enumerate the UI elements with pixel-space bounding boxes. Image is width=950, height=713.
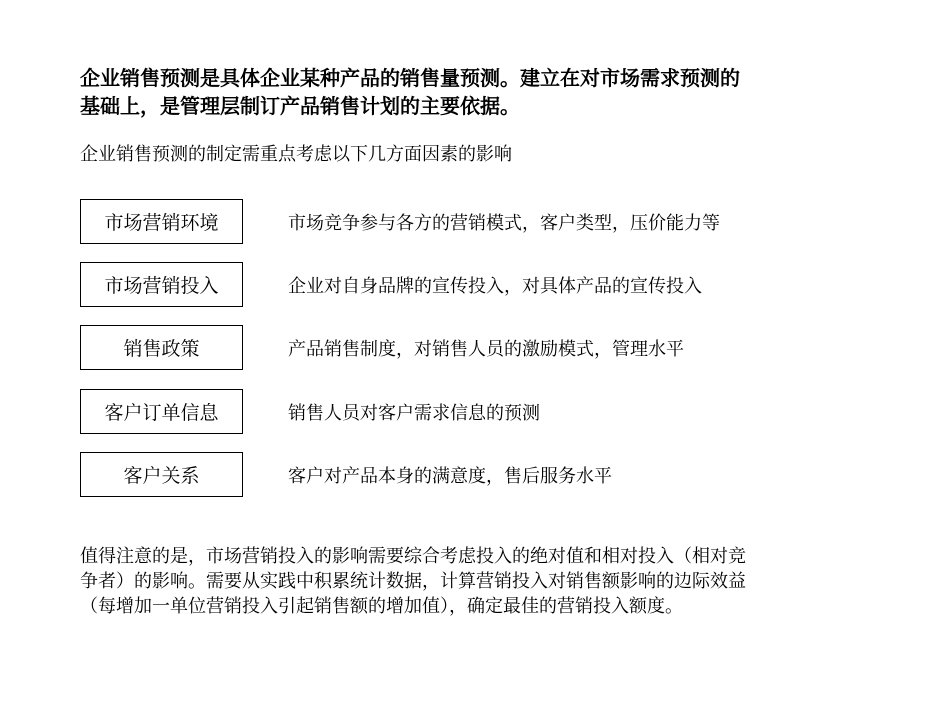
factor-row-marketing-investment — [80, 262, 880, 308]
factor-description: 市场竞争参与各方的营销模式，客户类型，压价能力等 — [288, 213, 720, 234]
factor-label-box: 销售政策 — [80, 325, 243, 370]
factor-row-sales-policy — [80, 325, 880, 371]
note-line: 争者）的影响。需要从实践中积累统计数据，计算营销投入对销售额影响的边际效益 — [80, 571, 746, 592]
factor-label-box: 市场营销投入 — [80, 262, 243, 307]
factor-description: 产品销售制度，对销售人员的激励模式，管理水平 — [288, 339, 684, 360]
note-paragraph — [80, 544, 880, 619]
factor-label-box: 市场营销环境 — [80, 199, 243, 244]
factor-description: 客户对产品本身的满意度，售后服务水平 — [288, 466, 612, 487]
factor-description: 销售人员对客户需求信息的预测 — [288, 403, 540, 424]
title-line: 基础上，是管理层制订产品销售计划的主要依据。 — [80, 94, 520, 118]
factor-label-box: 客户关系 — [80, 452, 243, 497]
subtitle: 企业销售预测的制定需重点考虑以下几方面因素的影响 — [80, 144, 512, 165]
factor-row-customer-orders — [80, 389, 880, 435]
factor-label-box: 客户订单信息 — [80, 389, 243, 434]
title-line: 企业销售预测是具体企业某种产品的销售量预测。建立在对市场需求预测的 — [80, 66, 740, 90]
factor-description: 企业对自身品牌的宣传投入，对具体产品的宣传投入 — [288, 276, 702, 297]
note-line: （每增加一单位营销投入引起销售额的增加值），确定最佳的营销投入额度。 — [80, 596, 683, 617]
factor-row-customer-relations — [80, 452, 880, 498]
note-line: 值得注意的是，市场营销投入的影响需要综合考虑投入的绝对值和相对投入（相对竞 — [80, 546, 746, 567]
factor-row-market-environment — [80, 199, 880, 245]
page-title — [80, 64, 880, 120]
